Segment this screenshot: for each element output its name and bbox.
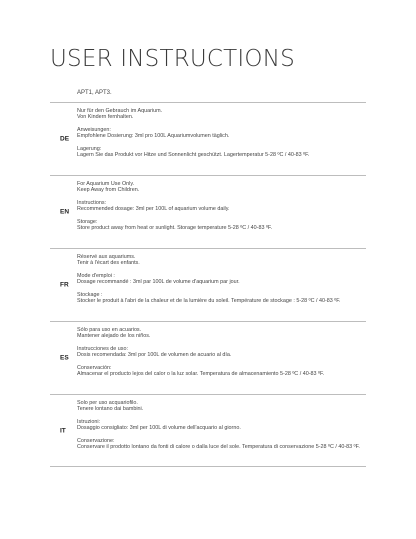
model-numbers: APT1, APT3. bbox=[77, 90, 112, 96]
storage-instructions: Stockage : Stocker le produit à l'abri de la chaleur et de la lumière du soleil. Température de stockage : 5-28 ºC / 40-83 ºF. bbox=[77, 292, 341, 305]
storage-instructions: Storage: Store product away from heat or sunlight. Storage temperature 5-28 ºC / 40-83 ºF. bbox=[77, 219, 273, 232]
language-code: EN bbox=[60, 208, 70, 216]
dosage-instructions: Instrucciones de uso: Dosis recomendada: 3ml por 100L de volumen de acuario al día. bbox=[77, 346, 232, 359]
usage-warning: Réservé aux aquariums. Tenir à l'écart des enfants. bbox=[77, 254, 140, 267]
section-fr bbox=[50, 248, 366, 321]
section-es bbox=[50, 321, 366, 394]
usage-warning: Sólo para uso en acuarios. Mantener alejado de los niños. bbox=[77, 327, 151, 340]
instructions-sections bbox=[50, 102, 366, 467]
dosage-instructions: Instructions: Recommended dosage: 3ml per 100L of aquarium volume daily. bbox=[77, 200, 230, 213]
section-it bbox=[50, 394, 366, 467]
section-en bbox=[50, 175, 366, 248]
dosage-instructions: Istruzioni: Dosaggio consigliato: 3ml per 100L di volume dell'acquario al giorno. bbox=[77, 419, 241, 432]
section-content bbox=[77, 181, 366, 232]
storage-instructions: Conservazione: Conservare il prodotto lontano da fonti di calore o dalla luce del sole. Temperatura di conservazione 5-28 ºC / 40-83 ºF. bbox=[77, 438, 360, 451]
section-de bbox=[50, 102, 366, 175]
language-code: DE bbox=[60, 135, 70, 143]
storage-instructions: Conservación: Almacenar el producto lejos del calor o la luz solar. Temperatura de almacenamiento 5-28 ºC / 40-83 ºF. bbox=[77, 365, 325, 378]
usage-warning: Solo per uso acquariofilo. Tenere lontano dai bambini. bbox=[77, 400, 144, 413]
language-code: FR bbox=[60, 281, 69, 289]
dosage-instructions: Mode d'emploi : Dosage recommandé : 3ml par 100L de volume d'aquarium par jour. bbox=[77, 273, 240, 286]
language-code: IT bbox=[60, 427, 66, 434]
section-content bbox=[77, 400, 366, 451]
section-content bbox=[77, 108, 366, 159]
usage-warning: For Aquarium Use Only. Keep Away from Children. bbox=[77, 181, 140, 194]
section-content bbox=[77, 254, 366, 305]
page-title: USER INSTRUCTIONS bbox=[50, 46, 295, 72]
language-code: ES bbox=[60, 354, 69, 362]
dosage-instructions: Anweisungen: Empfohlene Dosierung: 3ml pro 100L Aquariumvolumen täglich. bbox=[77, 127, 230, 140]
section-content bbox=[77, 327, 366, 378]
storage-instructions: Lagerung: Lagern Sie das Produkt vor Hitze und Sonnenlicht geschützt. Lagertemperatur 5-28 ºC / 40-83 ºF. bbox=[77, 146, 310, 159]
usage-warning: Nur für den Gebrauch im Aquarium. Von Kindern fernhalten. bbox=[77, 108, 163, 121]
